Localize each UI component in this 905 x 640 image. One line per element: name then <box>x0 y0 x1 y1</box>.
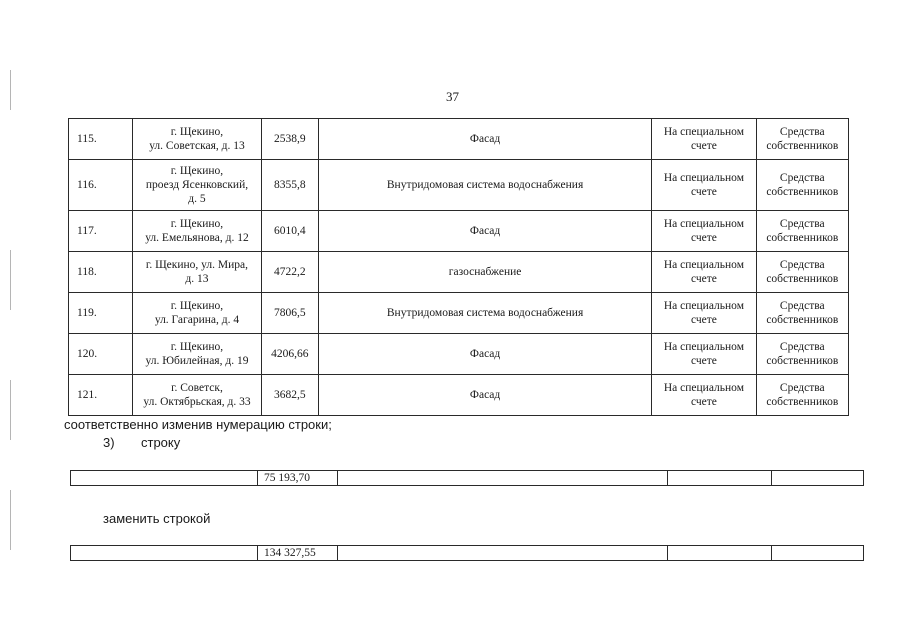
row-number: 116. <box>69 160 133 211</box>
account-cell: На специальном счете <box>652 160 756 211</box>
table-body <box>69 119 849 416</box>
account-cell: На специальном счете <box>652 375 756 416</box>
funding-source-cell: Средства собственников <box>756 293 848 334</box>
new-row-table <box>70 545 864 561</box>
area-cell: 8355,8 <box>261 160 318 211</box>
row-number: 117. <box>69 211 133 252</box>
area-cell: 6010,4 <box>261 211 318 252</box>
address-cell: г. Щекино, ул. Гагарина, д. 4 <box>133 293 261 334</box>
account-cell: На специальном счете <box>652 211 756 252</box>
old-row <box>71 471 864 486</box>
old-row-cell-empty <box>668 471 772 486</box>
row-number: 120. <box>69 334 133 375</box>
new-row-total: 134 327,55 <box>258 546 338 561</box>
address-cell: г. Щекино, ул. Юбилейная, д. 19 <box>133 334 261 375</box>
old-row-total: 75 193,70 <box>258 471 338 486</box>
address-cell: г. Щекино, проезд Ясенковский, д. 5 <box>133 160 261 211</box>
scan-edge-mark <box>10 250 11 310</box>
scan-edge-mark <box>10 380 11 440</box>
new-row-cell-empty <box>71 546 258 561</box>
work-type-cell: Внутридомовая система водоснабжения <box>318 160 651 211</box>
work-type-cell: газоснабжение <box>318 252 651 293</box>
new-row-cell-empty <box>772 546 864 561</box>
item-text: строку <box>141 435 181 450</box>
table-row <box>69 160 849 211</box>
account-cell: На специальном счете <box>652 252 756 293</box>
new-row-cell-empty <box>668 546 772 561</box>
area-cell: 4722,2 <box>261 252 318 293</box>
account-cell: На специальном счете <box>652 334 756 375</box>
area-cell: 7806,5 <box>261 293 318 334</box>
address-cell: г. Советск, ул. Октябрьская, д. 33 <box>133 375 261 416</box>
area-cell: 2538,9 <box>261 119 318 160</box>
old-row-table <box>70 470 864 486</box>
table-row <box>69 334 849 375</box>
funding-source-cell: Средства собственников <box>756 252 848 293</box>
address-cell: г. Щекино, ул. Советская, д. 13 <box>133 119 261 160</box>
table-row <box>69 252 849 293</box>
account-cell: На специальном счете <box>652 119 756 160</box>
old-row-cell-empty <box>338 471 668 486</box>
area-cell: 3682,5 <box>261 375 318 416</box>
replace-text: заменить строкой <box>103 511 211 526</box>
funding-source-cell: Средства собственников <box>756 211 848 252</box>
old-row-cell-empty <box>71 471 258 486</box>
scan-edge-mark <box>10 70 11 110</box>
row-number: 121. <box>69 375 133 416</box>
repair-table <box>68 118 849 416</box>
table-row <box>69 293 849 334</box>
new-row <box>71 546 864 561</box>
funding-source-cell: Средства собственников <box>756 334 848 375</box>
table-row <box>69 211 849 252</box>
area-cell: 4206,66 <box>261 334 318 375</box>
work-type-cell: Фасад <box>318 119 651 160</box>
address-cell: г. Щекино, ул. Емельянова, д. 12 <box>133 211 261 252</box>
funding-source-cell: Средства собственников <box>756 119 848 160</box>
work-type-cell: Фасад <box>318 211 651 252</box>
address-cell: г. Щекино, ул. Мира, д. 13 <box>133 252 261 293</box>
table-row <box>69 119 849 160</box>
work-type-cell: Внутридомовая система водоснабжения <box>318 293 651 334</box>
table-row <box>69 375 849 416</box>
funding-source-cell: Средства собственников <box>756 160 848 211</box>
old-row-cell-empty <box>772 471 864 486</box>
scan-edge-mark <box>10 490 11 550</box>
funding-source-cell: Средства собственников <box>756 375 848 416</box>
account-cell: На специальном счете <box>652 293 756 334</box>
renumber-note: соответственно изменив нумерацию строки; <box>64 417 332 432</box>
item-number: 3) <box>103 435 115 450</box>
work-type-cell: Фасад <box>318 375 651 416</box>
row-number: 119. <box>69 293 133 334</box>
row-number: 115. <box>69 119 133 160</box>
new-row-cell-empty <box>338 546 668 561</box>
row-number: 118. <box>69 252 133 293</box>
work-type-cell: Фасад <box>318 334 651 375</box>
page-number: 37 <box>446 89 459 104</box>
